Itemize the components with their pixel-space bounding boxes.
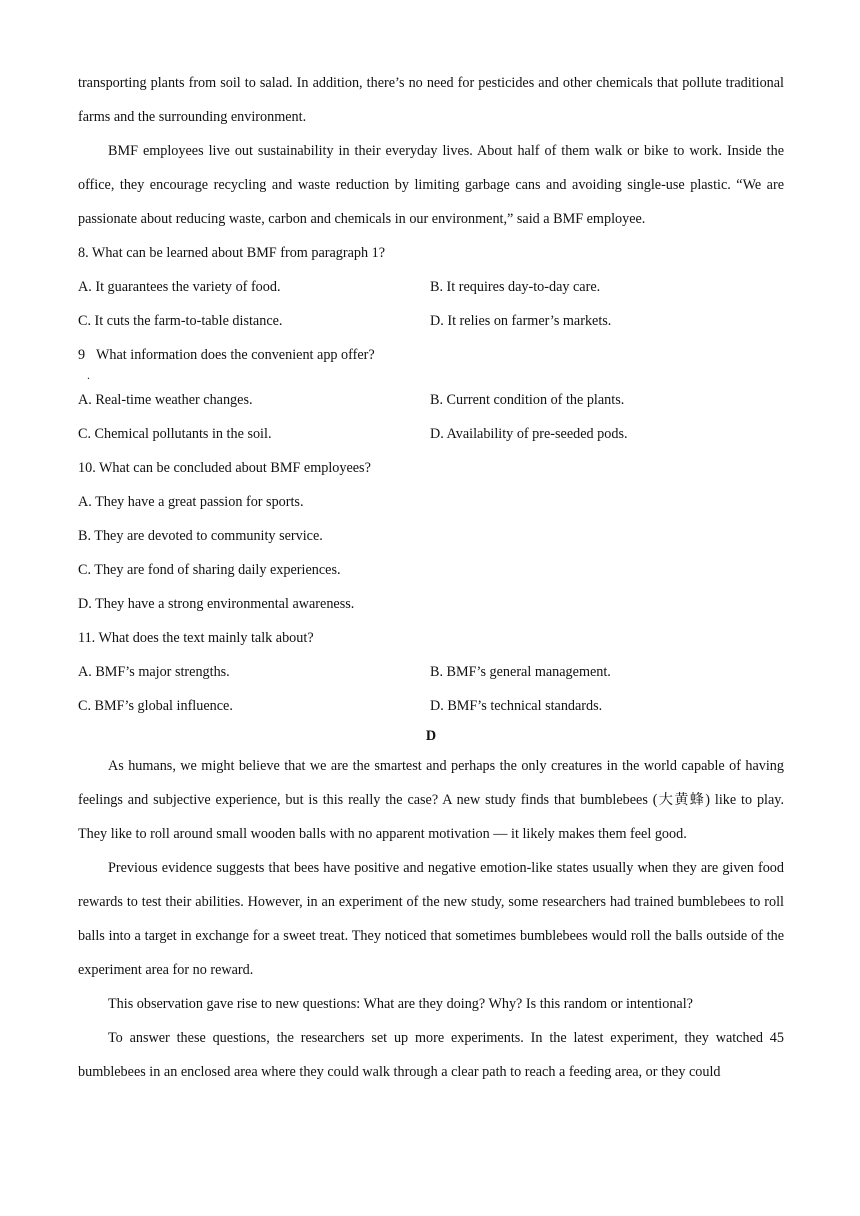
option-9b: B. Current condition of the plants. bbox=[430, 392, 625, 408]
option-10c: C. They are fond of sharing daily experiences. bbox=[78, 562, 341, 578]
question-8-options-row-1 bbox=[78, 270, 784, 304]
paragraph-top-2: BMF employees live out sustainability in their everyday lives. About half of them walk or bike to work. Inside the office, they encourage recycling and waste reduction by limiting garbage cans and avoiding single-use plastic. “We are passionate about reducing waste, carbon and chemicals in our environment,” said a BMF employee. bbox=[78, 143, 784, 227]
passage-d-paragraph-3: This observation gave rise to new questions: What are they doing? Why? Is this random or intentional? bbox=[108, 996, 693, 1012]
option-9c: C. Chemical pollutants in the soil. bbox=[78, 426, 272, 442]
option-11d: D. BMF’s technical standards. bbox=[430, 698, 603, 714]
question-10: 10. What can be concluded about BMF employees? bbox=[78, 460, 371, 476]
question-8: 8. What can be learned about BMF from paragraph 1? bbox=[78, 245, 386, 261]
option-9a: A. Real-time weather changes. bbox=[78, 392, 253, 408]
document-page bbox=[78, 66, 784, 1089]
option-11b: B. BMF’s general management. bbox=[430, 664, 611, 680]
option-10a: A. They have a great passion for sports. bbox=[78, 494, 304, 510]
question-9 bbox=[78, 338, 784, 383]
passage-d-paragraph-2: Previous evidence suggests that bees have positive and negative emotion-like states usually when they are given food rewards to test their abilities. However, in an experiment of the new study, some researchers had trained bumblebees to roll balls into a target in exchange for a sweet treat. They noticed that sometimes bumblebees would roll the balls outside of the experiment area for no reward. bbox=[78, 860, 784, 978]
passage-d-paragraph-1: As humans, we might believe that we are the smartest and perhaps the only creatures in the world capable of having feelings and subjective experience, but is this really the case? A new study finds that bumblebees (大黄蜂) like to play. They like to roll around small wooden balls with no apparent motivation — it likely makes them feel good. bbox=[78, 758, 784, 842]
question-9-number: 9 bbox=[78, 347, 86, 363]
question-11: 11. What does the text mainly talk about? bbox=[78, 630, 314, 646]
option-11a: A. BMF’s major strengths. bbox=[78, 664, 230, 680]
option-8a: A. It guarantees the variety of food. bbox=[78, 279, 281, 295]
passage-d-paragraph-4: To answer these questions, the researchers set up more experiments. In the latest experiment, they watched 45 bumblebees in an enclosed area where they could walk through a clear path to reach a feeding area, or they could bbox=[78, 1030, 784, 1080]
question-9-options-row-2 bbox=[78, 417, 784, 451]
question-9-text: What information does the convenient app offer? bbox=[96, 347, 375, 363]
option-8d: D. It relies on farmer’s markets. bbox=[430, 313, 612, 329]
option-11c: C. BMF’s global influence. bbox=[78, 698, 233, 714]
section-heading: D bbox=[425, 728, 437, 744]
option-10b: B. They are devoted to community service. bbox=[78, 528, 323, 544]
option-9d: D. Availability of pre-seeded pods. bbox=[430, 426, 628, 442]
paragraph-top-1: transporting plants from soil to salad. In addition, there’s no need for pesticides and other chemicals that pollute traditional farms and the surrounding environment. bbox=[78, 75, 784, 125]
question-9-options-row-1 bbox=[78, 383, 784, 417]
question-9-dot: . bbox=[87, 368, 90, 382]
question-11-options-row-2 bbox=[78, 689, 784, 723]
option-10d: D. They have a strong environmental awareness. bbox=[78, 596, 355, 612]
question-8-options-row-2 bbox=[78, 304, 784, 338]
option-8b: B. It requires day-to-day care. bbox=[430, 279, 601, 295]
option-8c: C. It cuts the farm-to-table distance. bbox=[78, 313, 283, 329]
question-11-options-row-1 bbox=[78, 655, 784, 689]
